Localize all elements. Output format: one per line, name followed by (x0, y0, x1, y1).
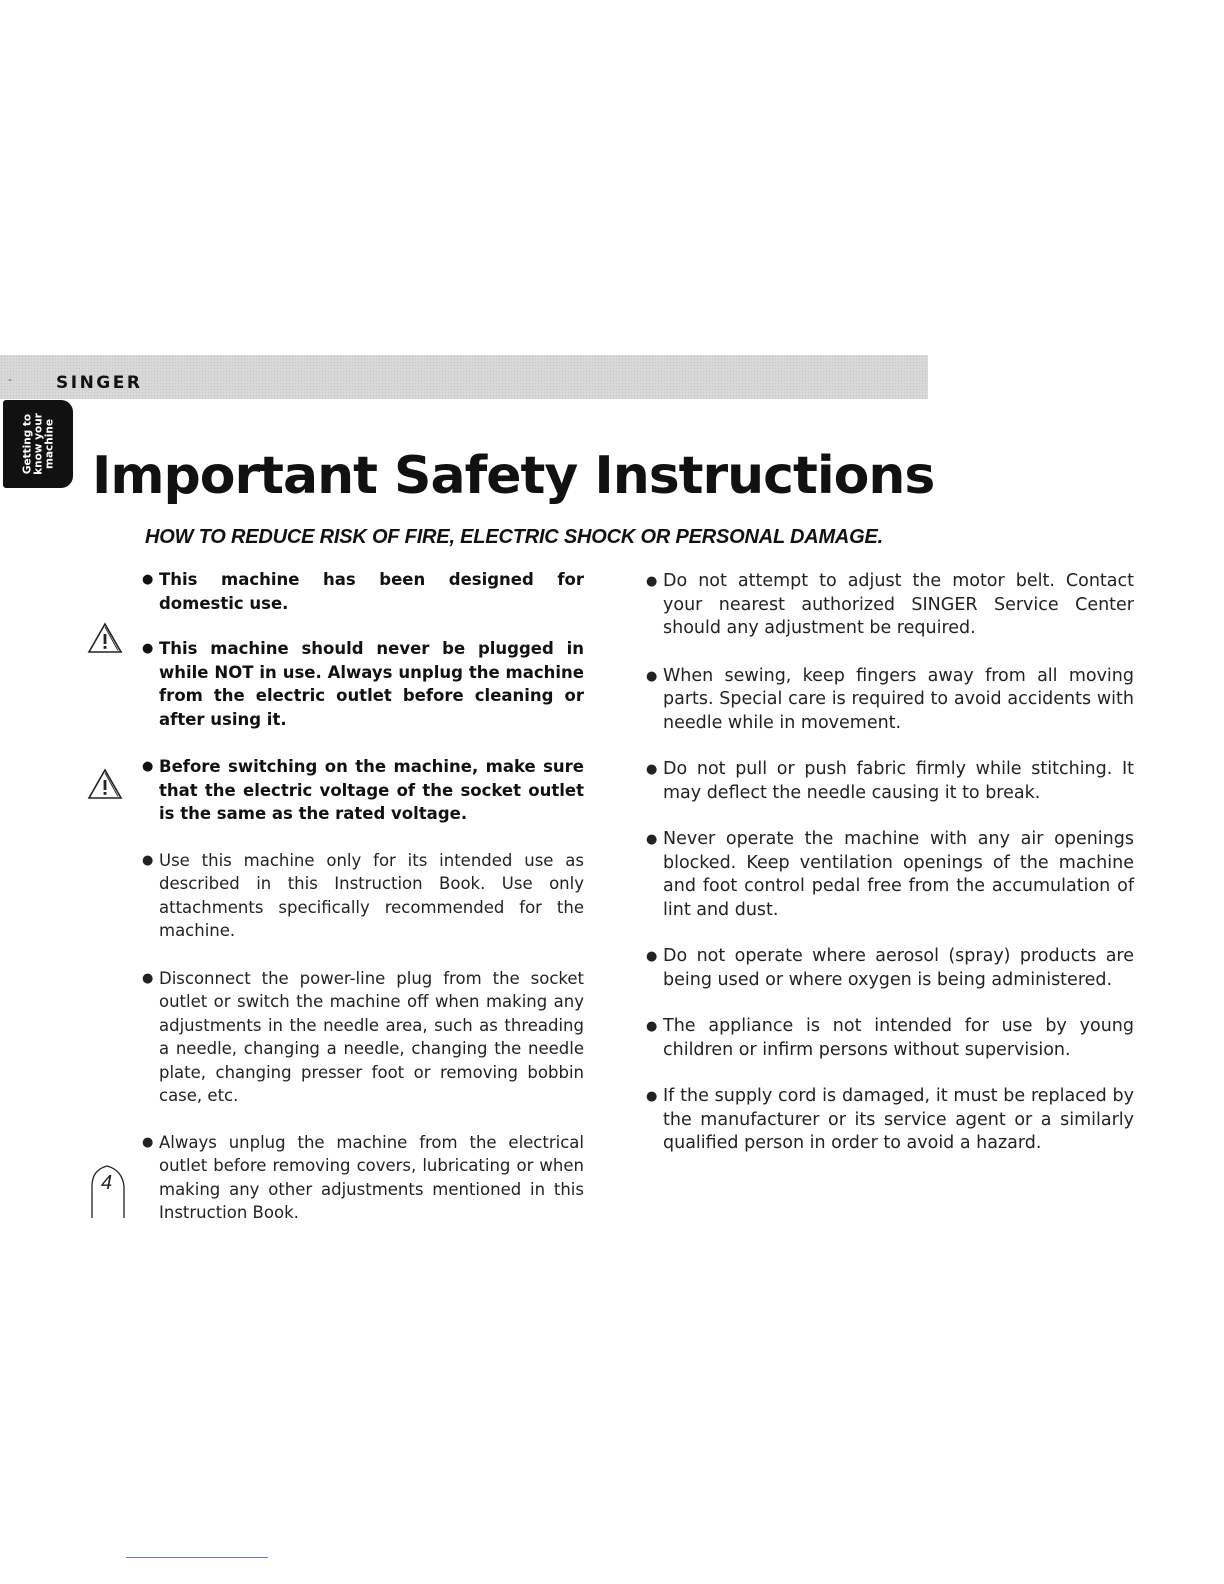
page-subtitle: HOW TO REDUCE RISK OF FIRE, ELECTRIC SHOCK OR PERSONAL DAMAGE. (145, 526, 884, 548)
header-dash: - (8, 372, 12, 386)
section-tab-line-1: Getting to (21, 413, 34, 475)
list-item: ● If the supply cord is damaged, it must be replaced by the manufacturer or its service agent or a similarly qualified person in order to avoid a hazard. (646, 1085, 1134, 1156)
list-item: ● Always unplug the machine from the electrical outlet before removing covers, lubricating or when making any other adjustments mentioned in this Instruction Book. (142, 1131, 584, 1225)
brand-logo: SINGER (56, 373, 143, 393)
list-item: ● Before switching on the machine, make sure that the electric voltage of the socket outlet is the same as the rated voltage. (142, 755, 584, 826)
list-item: ● Never operate the machine with any air openings blocked. Keep ventilation openings of the machine and foot control pedal free from the accumulation of lint and dust. (646, 828, 1134, 922)
left-column (142, 568, 584, 1225)
page-number: 4 (101, 1172, 113, 1194)
list-item: ● Use this machine only for its intended use as described in this Instruction Book. Use only attachments specifically recommended for the machine. (142, 849, 584, 943)
bottom-rule (126, 1557, 268, 1558)
list-item: ● Do not attempt to adjust the motor belt. Contact your nearest authorized SINGER Service Center should any adjustment be required. (646, 570, 1134, 641)
page-title: Important Safety Instructions (92, 446, 935, 506)
warning-triangle-icon (87, 768, 123, 800)
list-item: ● When sewing, keep fingers away from all moving parts. Special care is required to avoid accidents with needle while in movement. (646, 665, 1134, 736)
section-tab-line-2: know your (32, 413, 45, 475)
list-item: ● Do not pull or push fabric firmly while stitching. It may deflect the needle causing it to break. (646, 758, 1134, 805)
list-item: ● This machine has been designed for domestic use. (142, 568, 584, 615)
section-tab-label (23, 413, 56, 475)
warning-triangle-icon (87, 622, 123, 654)
list-item: ● The appliance is not intended for use by young children or infirm persons without supervision. (646, 1015, 1134, 1062)
list-item: ● Disconnect the power-line plug from the socket outlet or switch the machine off when making any adjustments in the needle area, such as threading a needle, changing a needle, changing the needle plate, changing presser foot or removing bobbin case, etc. (142, 967, 584, 1108)
list-item: ● This machine should never be plugged in while NOT in use. Always unplug the machine from the electric outlet before cleaning or after using it. (142, 637, 584, 731)
right-column (646, 570, 1134, 1156)
list-item: ● Do not operate where aerosol (spray) products are being used or where oxygen is being administered. (646, 945, 1134, 992)
section-tab-line-3: machine (43, 419, 56, 469)
